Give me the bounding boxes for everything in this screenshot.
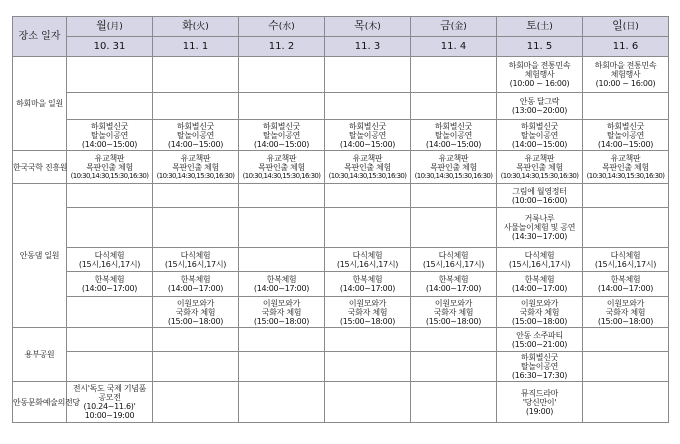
empty-cell: [67, 328, 153, 352]
event-time: (10:30,14:30,15:30,16:30): [242, 171, 321, 180]
event-title: 이원모와가: [520, 298, 559, 308]
event-title: 유교책판: [352, 153, 383, 163]
day-name: 토: [526, 19, 537, 32]
event-time: (14:00~15:00): [425, 139, 482, 149]
empty-cell: [411, 57, 497, 93]
event-title: 이원모와가: [348, 298, 387, 308]
event-cell: [583, 297, 669, 328]
event-time: (13:00~20:00): [511, 106, 568, 115]
event-cell: [497, 352, 583, 382]
event-title: 유교책판: [438, 153, 469, 163]
event-cell: [583, 151, 669, 184]
event-time: (14:00~15:00): [339, 139, 396, 149]
event-title: 하회마을 전통민속: [508, 61, 571, 70]
event-cell: [497, 93, 583, 120]
event-title: 목판인출 체험: [258, 162, 305, 172]
event-cell: [153, 120, 239, 151]
empty-cell: [583, 382, 669, 423]
schedule-row: [13, 120, 669, 151]
event-date-range: (10.24~11.6)': [83, 402, 136, 411]
date-header: 11. 6: [583, 37, 669, 57]
event-cell: [153, 248, 239, 272]
event-title: 이원모와가: [434, 298, 473, 308]
date-header: 11. 2: [239, 37, 325, 57]
event-cell: [153, 272, 239, 297]
event-time: (10:00~16:00): [511, 195, 568, 205]
event-title: 국화자 체험: [175, 307, 216, 317]
event-cell: [325, 272, 411, 297]
empty-cell: [67, 184, 153, 208]
event-cell: [239, 297, 325, 328]
event-title: 한복체험: [94, 275, 125, 284]
event-time: (10:30,14:30,15:30,16:30): [500, 171, 579, 180]
schedule-wrapper: [12, 16, 669, 423]
event-time: (15:00~18:00): [597, 316, 654, 326]
event-cell: [497, 272, 583, 297]
event-cell: [583, 57, 669, 93]
corner-header: 장소 일자: [13, 17, 67, 57]
event-time: 10:00~19:00: [84, 411, 135, 420]
schedule-row: [13, 352, 669, 382]
event-title: 이원모와가: [176, 298, 215, 308]
day-header-sat: [497, 17, 583, 37]
header-day-row: [13, 17, 669, 37]
event-cell: [239, 272, 325, 297]
event-cell: [411, 151, 497, 184]
event-title: 하회별신굿: [520, 121, 559, 131]
schedule-row: [13, 184, 669, 208]
day-name: 일: [612, 19, 623, 32]
date-header: 11. 4: [411, 37, 497, 57]
schedule-row: [13, 272, 669, 297]
schedule-row: [13, 297, 669, 328]
event-cell: [497, 297, 583, 328]
event-time: (16:30~17:30): [511, 371, 568, 380]
day-hanja: (金): [450, 22, 467, 32]
event-time: (14:00~17:00): [511, 284, 568, 293]
day-name: 화: [182, 19, 193, 32]
schedule-row: [13, 208, 669, 248]
event-title: 한복체험: [610, 275, 641, 284]
event-cell: [239, 120, 325, 151]
event-time: (10:30,14:30,15:30,16:30): [328, 171, 407, 180]
event-time: (14:00~17:00): [339, 284, 396, 293]
event-title: 목판인출 체험: [86, 162, 133, 172]
day-header-mon: [67, 17, 153, 37]
event-cell: [67, 248, 153, 272]
event-time: (15:00~18:00): [425, 316, 482, 326]
day-hanja: (火): [192, 22, 209, 32]
event-time: (15시,16시,17시): [164, 259, 227, 269]
schedule-row: [13, 93, 669, 120]
date-header: 11. 5: [497, 37, 583, 57]
event-time: (10:30,14:30,15:30,16:30): [586, 171, 665, 180]
event-time: (15시,16시,17시): [336, 259, 399, 269]
day-name: 월: [96, 19, 107, 32]
empty-cell: [153, 93, 239, 120]
event-title: 한복체험: [180, 275, 211, 284]
day-header-fri: [411, 17, 497, 37]
event-cell: [583, 272, 669, 297]
event-time: (15:00~18:00): [167, 316, 224, 326]
event-cell: [411, 272, 497, 297]
event-title: 유교책판: [266, 153, 297, 163]
empty-cell: [583, 352, 669, 382]
empty-cell: [325, 382, 411, 423]
event-time: (14:30~17:00): [511, 232, 568, 241]
event-time: (14:00~17:00): [597, 284, 654, 293]
day-header-sun: [583, 17, 669, 37]
event-time: (10:00 ~ 16:00): [509, 79, 570, 88]
event-cell: [325, 120, 411, 151]
empty-cell: [325, 352, 411, 382]
event-title: 그림에 월영정터: [512, 186, 567, 196]
event-cell: [497, 120, 583, 151]
event-cell: [497, 57, 583, 93]
empty-cell: [411, 208, 497, 248]
event-time: (14:00~17:00): [253, 284, 310, 293]
place-andongdam: 안동댐 일원: [13, 184, 67, 328]
event-title: 하회별신굿: [262, 121, 301, 131]
event-cell: [497, 328, 583, 352]
event-time: (14:00~15:00): [167, 139, 224, 149]
place-kukhak: 한국국학 진흥원: [13, 151, 67, 184]
schedule-row: [13, 328, 669, 352]
event-title: 다식체험: [524, 250, 555, 260]
empty-cell: [153, 184, 239, 208]
empty-cell: [153, 328, 239, 352]
empty-cell: [153, 382, 239, 423]
event-title: 안동 달그락: [519, 97, 560, 106]
empty-cell: [239, 352, 325, 382]
day-hanja: (日): [622, 22, 639, 32]
event-time: (10:30,14:30,15:30,16:30): [156, 171, 235, 180]
event-title: 이원모와가: [606, 298, 645, 308]
day-hanja: (水): [278, 22, 295, 32]
empty-cell: [411, 352, 497, 382]
event-title: 탈놀이공연: [434, 130, 473, 140]
event-title: 탈놀이공연: [176, 130, 215, 140]
event-time: (14:00~15:00): [81, 139, 138, 149]
day-hanja: (土): [536, 22, 553, 32]
event-time: (15시,16시,17시): [78, 259, 141, 269]
event-title: 탈놀이공연: [606, 130, 645, 140]
event-title: 사물놀이체험 및 공연: [503, 223, 576, 232]
event-title: 뮤직드라마: [520, 388, 559, 398]
event-title: 체험행사: [610, 70, 641, 79]
event-time: (14:00~15:00): [597, 139, 654, 149]
event-cell: [325, 297, 411, 328]
event-cell: [497, 382, 583, 423]
date-header: 11. 3: [325, 37, 411, 57]
empty-cell: [239, 248, 325, 272]
event-time: (19:00): [525, 406, 554, 416]
empty-cell: [325, 184, 411, 208]
event-title: 목판인출 체험: [430, 162, 477, 172]
event-title: 유교책판: [94, 153, 125, 163]
event-time: (15:00~18:00): [339, 316, 396, 326]
event-cell: [239, 151, 325, 184]
empty-cell: [325, 328, 411, 352]
empty-cell: [239, 382, 325, 423]
event-title: 국화자 체험: [519, 307, 560, 317]
event-time: (14:00~15:00): [253, 139, 310, 149]
event-title: 하회별신굿: [434, 121, 473, 131]
event-cell: [153, 151, 239, 184]
event-title: 다식체험: [610, 250, 641, 260]
event-title: 다식체험: [352, 250, 383, 260]
event-title: 하회별신굿: [176, 121, 215, 131]
empty-cell: [67, 297, 153, 328]
event-cell: [325, 151, 411, 184]
day-name: 목: [354, 19, 365, 32]
event-title: 하회별신굿: [348, 121, 387, 131]
empty-cell: [411, 184, 497, 208]
event-title: 공모전: [98, 393, 121, 402]
event-cell: [411, 297, 497, 328]
empty-cell: [67, 57, 153, 93]
empty-cell: [67, 93, 153, 120]
event-time: (10:30,14:30,15:30,16:30): [414, 171, 493, 180]
event-title: 한복체험: [352, 275, 383, 284]
event-title: 유교책판: [610, 153, 641, 163]
event-title: 목판인출 체험: [172, 162, 219, 172]
event-title: 탈놀이공연: [90, 130, 129, 140]
empty-cell: [153, 57, 239, 93]
event-time: (10:00 ~ 16:00): [595, 79, 656, 88]
event-title: 한복체험: [438, 275, 469, 284]
event-cell: [67, 151, 153, 184]
date-header: 10. 31: [67, 37, 153, 57]
event-title: 유교책판: [524, 153, 555, 163]
event-title: 국화자 체험: [433, 307, 474, 317]
event-cell: [497, 184, 583, 208]
day-header-thu: [325, 17, 411, 37]
event-title: 하회마을 전통민속: [594, 61, 657, 70]
empty-cell: [325, 93, 411, 120]
event-time: (15시,16시,17시): [594, 259, 657, 269]
event-title: 하회별신굿: [520, 353, 559, 362]
event-title: 전시'독도 국제 기념품: [72, 384, 147, 393]
event-time: (14:00~17:00): [167, 284, 224, 293]
empty-cell: [583, 208, 669, 248]
event-time: (15시,16시,17시): [508, 259, 571, 269]
empty-cell: [583, 328, 669, 352]
event-time: (15:00~18:00): [253, 316, 310, 326]
day-header-wed: [239, 17, 325, 37]
event-time: (10:30,14:30,15:30,16:30): [70, 171, 149, 180]
event-title: 탈놀이공연: [348, 130, 387, 140]
day-hanja: (月): [106, 22, 123, 32]
event-cell: [325, 248, 411, 272]
event-title: 한복체험: [524, 275, 555, 284]
day-name: 수: [268, 19, 279, 32]
empty-cell: [325, 208, 411, 248]
event-title: 탈놀이공연: [520, 362, 559, 371]
event-title: 탈놀이공연: [262, 130, 301, 140]
empty-cell: [67, 208, 153, 248]
empty-cell: [239, 208, 325, 248]
place-yongbu: 용부공원: [13, 328, 67, 382]
empty-cell: [239, 328, 325, 352]
event-title: 한복체험: [266, 275, 297, 284]
schedule-row: [13, 382, 669, 423]
empty-cell: [153, 208, 239, 248]
event-title: 다식체험: [94, 250, 125, 260]
empty-cell: [239, 93, 325, 120]
place-hahoe: 하회마을 일원: [13, 57, 67, 151]
event-cell: [411, 248, 497, 272]
event-time: (15시,16시,17시): [422, 259, 485, 269]
empty-cell: [67, 352, 153, 382]
event-title: '당신만이': [522, 397, 557, 407]
place-culture-center: 안동문화예술의전당: [13, 382, 67, 423]
event-title: 거룩나루: [524, 214, 555, 223]
empty-cell: [583, 93, 669, 120]
schedule-row: [13, 151, 669, 184]
day-name: 금: [440, 19, 451, 32]
event-time: (15:00~21:00): [511, 339, 568, 349]
empty-cell: [411, 93, 497, 120]
event-cell: [497, 151, 583, 184]
schedule-row: [13, 57, 669, 93]
empty-cell: [583, 184, 669, 208]
event-cell: [67, 120, 153, 151]
event-title: 다식체험: [180, 250, 211, 260]
event-cell: [583, 248, 669, 272]
event-time: (15:00~18:00): [511, 316, 568, 326]
event-schedule-table: [12, 16, 669, 423]
event-cell: [583, 120, 669, 151]
day-header-tue: [153, 17, 239, 37]
empty-cell: [325, 57, 411, 93]
day-hanja: (木): [364, 22, 381, 32]
event-title: 하회별신굿: [606, 121, 645, 131]
event-title: 다식체험: [438, 250, 469, 260]
event-title: 유교책판: [180, 153, 211, 163]
event-title: 국화자 체험: [261, 307, 302, 317]
empty-cell: [239, 184, 325, 208]
event-time: (14:00~17:00): [81, 284, 138, 293]
event-title: 목판인출 체험: [602, 162, 649, 172]
event-title: 국화자 체험: [347, 307, 388, 317]
event-title: 이원모와가: [262, 298, 301, 308]
event-time: (14:00~17:00): [425, 284, 482, 293]
event-title: 목판인출 체험: [516, 162, 563, 172]
event-time: (14:00~15:00): [511, 139, 568, 149]
event-cell: [497, 248, 583, 272]
empty-cell: [153, 352, 239, 382]
empty-cell: [239, 57, 325, 93]
event-cell: [497, 208, 583, 248]
event-title: 목판인출 체험: [344, 162, 391, 172]
event-title: 국화자 체험: [605, 307, 646, 317]
date-header: 11. 1: [153, 37, 239, 57]
event-title: 탈놀이공연: [520, 130, 559, 140]
header-date-row: [13, 37, 669, 57]
event-title: 체험행사: [524, 70, 555, 79]
event-cell: [411, 120, 497, 151]
event-title: 하회별신굿: [90, 121, 129, 131]
empty-cell: [411, 328, 497, 352]
event-cell: [153, 297, 239, 328]
event-title: 안동 소주파티: [516, 330, 563, 340]
empty-cell: [411, 382, 497, 423]
event-cell: [67, 272, 153, 297]
schedule-row: [13, 248, 669, 272]
